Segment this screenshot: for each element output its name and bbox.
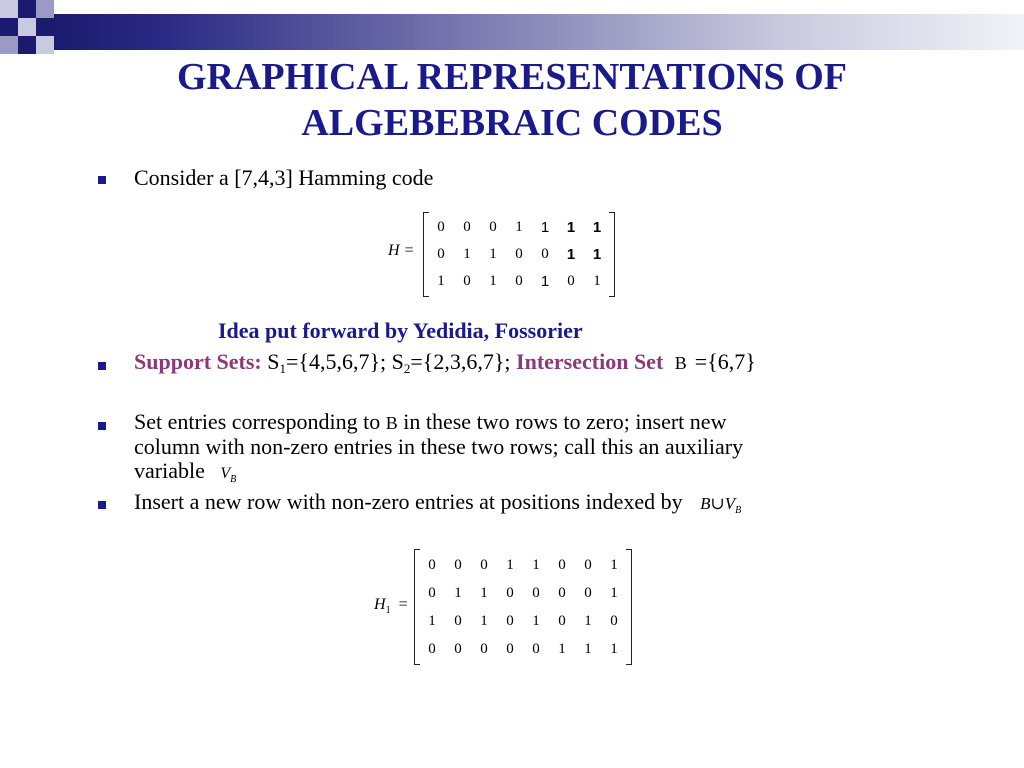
matrix-cell: 0 (454, 641, 462, 657)
matrix-cell: 1 (584, 641, 592, 657)
matrix-cell: 1 (489, 273, 497, 289)
matrix-cell: 1 (610, 585, 618, 601)
bullet-marker (98, 176, 106, 184)
matrix-cell: 0 (558, 557, 566, 573)
matrix-cell: 1 (540, 219, 550, 236)
matrix-cell: 0 (428, 641, 436, 657)
banner-square (36, 18, 54, 36)
banner-square (0, 0, 18, 18)
banner-square (0, 18, 18, 36)
matrix-cell: 0 (610, 613, 618, 629)
union-expression-subscript: B (735, 505, 742, 516)
bullet-marker (98, 362, 106, 370)
intersection-set-label: Intersection Set (516, 349, 664, 374)
matrix-cell: 1 (428, 613, 436, 629)
matrix-cell: 1 (532, 613, 540, 629)
matrix-cell: 1 (592, 246, 602, 263)
matrix-row (419, 579, 627, 607)
matrix-h (423, 212, 615, 297)
matrix-cell: 0 (454, 613, 462, 629)
matrix-cell: 0 (428, 557, 436, 573)
bullet-insert-row (134, 490, 741, 516)
banner-square (36, 0, 54, 18)
matrix-cell: 0 (437, 246, 445, 262)
bullet-support-sets (134, 350, 756, 375)
banner-square (18, 18, 36, 36)
matrix-h-label: H = (388, 242, 415, 259)
bullet-marker (98, 501, 106, 509)
matrix-cell: 1 (515, 219, 523, 235)
matrix-row (428, 268, 610, 295)
bullet3-line2: column with non-zero entries in these two rows; call this an auxiliary (134, 434, 744, 459)
matrix-row (428, 214, 610, 241)
matrix-cell: 0 (437, 219, 445, 235)
matrix-cell: 0 (584, 557, 592, 573)
matrix-cell: 0 (515, 246, 523, 262)
matrix-cell: 0 (506, 613, 514, 629)
matrix-cell: 0 (532, 641, 540, 657)
banner-square (36, 36, 54, 54)
matrix-cell: 0 (584, 585, 592, 601)
matrix-cell: 0 (480, 641, 488, 657)
matrix-cell: 0 (463, 219, 471, 235)
matrix-cell: 0 (506, 585, 514, 601)
matrix-cell: 1 (532, 557, 540, 573)
bullet-marker (98, 422, 106, 430)
matrix-cell: 1 (584, 613, 592, 629)
b-set-symbol: B (674, 353, 687, 373)
matrix-cell: 0 (463, 273, 471, 289)
matrix-cell: 0 (480, 557, 488, 573)
matrix-row (428, 241, 610, 268)
idea-attribution: Idea put forward by Yedidia, Fossorier (218, 318, 583, 343)
intersection-value: ={6,7} (694, 349, 756, 374)
banner-square (18, 0, 36, 18)
aux-variable-subscript: B (230, 474, 237, 485)
bullet-set-entries (134, 410, 934, 486)
matrix-cell: 1 (506, 557, 514, 573)
matrix-cell: 1 (454, 585, 462, 601)
matrix-cell: 1 (566, 246, 576, 263)
support-sets-label: Support Sets: (134, 349, 262, 374)
matrix-cell: 0 (489, 219, 497, 235)
matrix-cell: 1 (610, 557, 618, 573)
bullet3-text-c: variable (134, 458, 205, 483)
matrix-h1-equals: = (398, 596, 408, 613)
matrix-cell: 0 (558, 585, 566, 601)
s2-subscript: 2 (403, 361, 411, 376)
banner-square (18, 36, 36, 54)
matrix-cell: 1 (480, 613, 488, 629)
s1-value: ={4,5,6,7}; (286, 349, 392, 374)
s1-subscript: 1 (279, 361, 286, 376)
matrix-cell: 0 (506, 641, 514, 657)
matrix-cell: 1 (489, 246, 497, 262)
aux-variable-v: V (220, 465, 231, 482)
bullet-consider-hamming: Consider a [7,4,3] Hamming code (134, 165, 434, 190)
matrix-cell: 1 (480, 585, 488, 601)
bullet4-text: Insert a new row with non-zero entries at positions indexed by (134, 489, 683, 514)
s2-symbol: S (391, 349, 404, 374)
matrix-cell: 0 (428, 585, 436, 601)
matrix-cell: 1 (437, 273, 445, 289)
matrix-cell: 1 (558, 641, 566, 657)
matrix-cell: 1 (592, 219, 602, 236)
matrix-cell: 0 (515, 273, 523, 289)
matrix-cell: 0 (541, 246, 549, 262)
union-expression: B∪V (700, 494, 736, 513)
b-set-symbol: B (385, 413, 398, 433)
banner-gradient-bar (52, 14, 1024, 50)
matrix-cell: 1 (540, 273, 550, 290)
matrix-row (419, 551, 627, 579)
matrix-h1-subscript: 1 (385, 605, 391, 616)
matrix-h1-symbol: H (374, 596, 386, 613)
matrix-cell: 1 (463, 246, 471, 262)
matrix-cell: 1 (610, 641, 618, 657)
slide-title: GRAPHICAL REPRESENTATIONS OF ALGEBEBRAIC CODES (176, 56, 848, 144)
matrix-row (419, 635, 627, 663)
matrix-cell: 0 (558, 613, 566, 629)
matrix-cell: 0 (454, 557, 462, 573)
matrix-row (419, 607, 627, 635)
bullet3-text-a: Set entries corresponding to (134, 409, 381, 434)
bullet3-line1 (134, 410, 934, 435)
matrix-cell: 0 (532, 585, 540, 601)
matrix-cell: 1 (566, 219, 576, 236)
bullet3-line3 (134, 459, 934, 486)
matrix-cell: 1 (593, 273, 601, 289)
matrix-h1-label (374, 596, 408, 614)
s2-value: ={2,3,6,7}; (410, 349, 517, 374)
s1-symbol: S (267, 349, 280, 374)
banner-square (0, 36, 18, 54)
matrix-cell: 0 (567, 273, 575, 289)
matrix-h1 (414, 549, 632, 665)
bullet3-text-b: in these two rows to zero; insert new (403, 409, 727, 434)
